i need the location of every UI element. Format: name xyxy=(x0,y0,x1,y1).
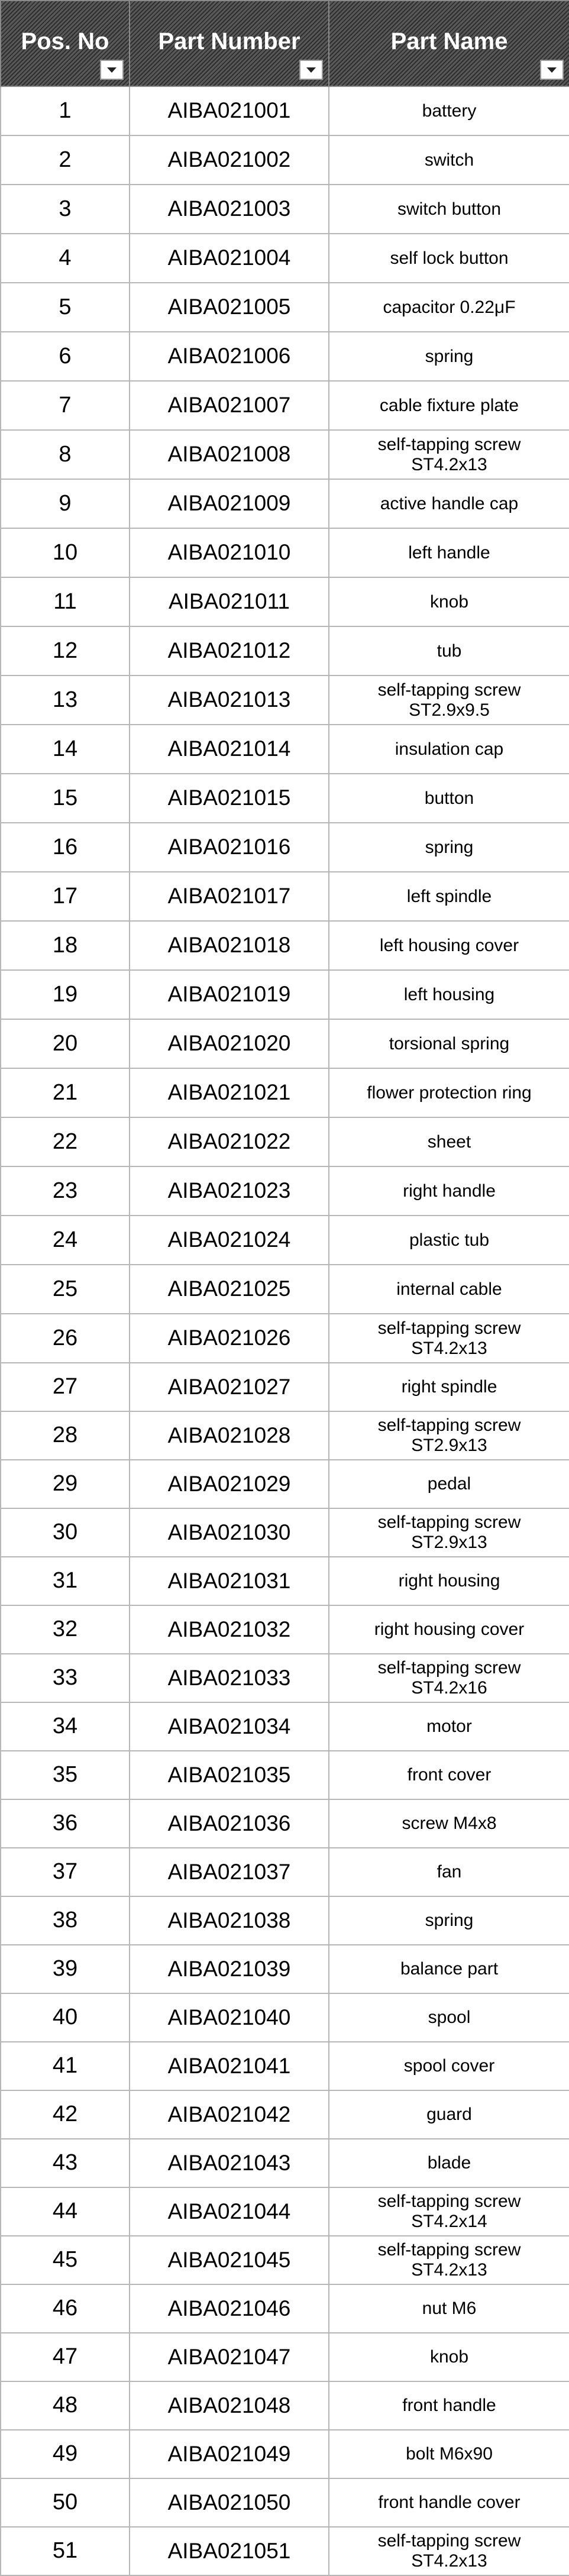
pos-no-cell: 39 xyxy=(1,1945,130,1993)
part-name-cell: self-tapping screw ST4.2x13 xyxy=(329,2527,569,2575)
pos-no-cell: 14 xyxy=(1,725,130,774)
part-name-cell: cable fixture plate xyxy=(329,381,569,430)
part-name-cell: self-tapping screw ST4.2x13 xyxy=(329,430,569,479)
part-number-cell: AIBA021033 xyxy=(130,1654,329,1702)
part-name-cell: spring xyxy=(329,332,569,381)
pos-no-cell: 20 xyxy=(1,1019,130,1068)
part-number-cell: AIBA021050 xyxy=(130,2478,329,2527)
part-number-cell: AIBA021035 xyxy=(130,1751,329,1799)
part-number-cell: AIBA021040 xyxy=(130,1993,329,2042)
table-row xyxy=(1,1363,569,1411)
part-number-cell: AIBA021029 xyxy=(130,1460,329,1508)
pos-no-cell: 49 xyxy=(1,2430,130,2478)
pos-no-cell: 3 xyxy=(1,185,130,234)
table-row xyxy=(1,332,569,381)
pos-no-cell: 43 xyxy=(1,2139,130,2187)
table-row xyxy=(1,430,569,479)
part-name-cell: balance part xyxy=(329,1945,569,1993)
part-number-cell: AIBA021049 xyxy=(130,2430,329,2478)
table-row xyxy=(1,1314,569,1363)
pos-no-cell: 36 xyxy=(1,1799,130,1848)
pos-no-cell: 26 xyxy=(1,1314,130,1363)
part-name-cell: pedal xyxy=(329,1460,569,1508)
pos-no-cell: 10 xyxy=(1,528,130,577)
pos-no-cell: 21 xyxy=(1,1068,130,1117)
pos-no-cell: 27 xyxy=(1,1363,130,1411)
part-name-cell: right housing xyxy=(329,1557,569,1605)
table-row xyxy=(1,381,569,430)
column-header-label: Pos. No xyxy=(21,28,109,54)
pos-no-cell: 35 xyxy=(1,1751,130,1799)
pos-no-cell: 28 xyxy=(1,1411,130,1460)
table-row xyxy=(1,1216,569,1265)
table-row xyxy=(1,577,569,626)
part-name-cell: fan xyxy=(329,1848,569,1896)
filter-dropdown-button[interactable] xyxy=(100,60,124,80)
table-row xyxy=(1,1068,569,1117)
part-name-cell: right handle xyxy=(329,1166,569,1216)
pos-no-cell: 15 xyxy=(1,774,130,823)
table-row xyxy=(1,2333,569,2381)
table-row xyxy=(1,2284,569,2333)
table-row xyxy=(1,234,569,283)
part-name-cell: front handle xyxy=(329,2381,569,2430)
part-number-cell: AIBA021022 xyxy=(130,1117,329,1166)
part-number-cell: AIBA021051 xyxy=(130,2527,329,2575)
pos-no-cell: 48 xyxy=(1,2381,130,2430)
part-name-cell: knob xyxy=(329,2333,569,2381)
table-row xyxy=(1,774,569,823)
part-name-cell: button xyxy=(329,774,569,823)
pos-no-cell: 38 xyxy=(1,1896,130,1945)
pos-no-cell: 32 xyxy=(1,1605,130,1654)
pos-no-cell: 24 xyxy=(1,1216,130,1265)
table-row xyxy=(1,921,569,970)
part-number-cell: AIBA021048 xyxy=(130,2381,329,2430)
part-number-cell: AIBA021015 xyxy=(130,774,329,823)
part-number-cell: AIBA021036 xyxy=(130,1799,329,1848)
part-name-cell: spring xyxy=(329,1896,569,1945)
table-row xyxy=(1,1654,569,1702)
part-number-cell: AIBA021023 xyxy=(130,1166,329,1216)
pos-no-cell: 7 xyxy=(1,381,130,430)
part-number-cell: AIBA021018 xyxy=(130,921,329,970)
part-number-cell: AIBA021009 xyxy=(130,479,329,528)
pos-no-cell: 9 xyxy=(1,479,130,528)
column-header-part-number xyxy=(130,1,329,86)
table-row xyxy=(1,970,569,1019)
part-name-cell: front cover xyxy=(329,1751,569,1799)
part-name-cell: self-tapping screw ST4.2x13 xyxy=(329,2236,569,2284)
pos-no-cell: 46 xyxy=(1,2284,130,2333)
table-row xyxy=(1,2042,569,2090)
table-row xyxy=(1,135,569,185)
part-number-cell: AIBA021026 xyxy=(130,1314,329,1363)
part-name-cell: internal cable xyxy=(329,1265,569,1314)
part-name-cell: left housing xyxy=(329,970,569,1019)
filter-dropdown-arrow-icon xyxy=(101,61,122,79)
pos-no-cell: 51 xyxy=(1,2527,130,2575)
filter-dropdown-button[interactable] xyxy=(299,60,323,80)
pos-no-cell: 12 xyxy=(1,626,130,675)
part-name-cell: bolt M6x90 xyxy=(329,2430,569,2478)
table-body xyxy=(1,86,569,2575)
pos-no-cell: 50 xyxy=(1,2478,130,2527)
table-row xyxy=(1,2090,569,2139)
part-number-cell: AIBA021044 xyxy=(130,2187,329,2236)
table-row xyxy=(1,1702,569,1751)
part-name-cell: plastic tub xyxy=(329,1216,569,1265)
pos-no-cell: 45 xyxy=(1,2236,130,2284)
part-number-cell: AIBA021042 xyxy=(130,2090,329,2139)
part-name-cell: self-tapping screw ST2.9x9.5 xyxy=(329,675,569,725)
table-row xyxy=(1,1605,569,1654)
part-name-cell: self-tapping screw ST4.2x14 xyxy=(329,2187,569,2236)
part-name-cell: self-tapping screw ST2.9x13 xyxy=(329,1508,569,1557)
table-row xyxy=(1,1993,569,2042)
part-name-cell: self-tapping screw ST4.2x16 xyxy=(329,1654,569,1702)
part-number-cell: AIBA021028 xyxy=(130,1411,329,1460)
part-name-cell: spool xyxy=(329,1993,569,2042)
table-row xyxy=(1,1557,569,1605)
part-number-cell: AIBA021010 xyxy=(130,528,329,577)
part-name-cell: front handle cover xyxy=(329,2478,569,2527)
part-name-cell: tub xyxy=(329,626,569,675)
table-row xyxy=(1,1019,569,1068)
pos-no-cell: 6 xyxy=(1,332,130,381)
pos-no-cell: 18 xyxy=(1,921,130,970)
part-number-cell: AIBA021046 xyxy=(130,2284,329,2333)
filter-dropdown-arrow-icon xyxy=(300,61,322,79)
part-number-cell: AIBA021020 xyxy=(130,1019,329,1068)
part-name-cell: capacitor 0.22μF xyxy=(329,283,569,332)
part-number-cell: AIBA021012 xyxy=(130,626,329,675)
part-name-cell: self-tapping screw ST4.2x13 xyxy=(329,1314,569,1363)
pos-no-cell: 44 xyxy=(1,2187,130,2236)
table-row xyxy=(1,2527,569,2575)
pos-no-cell: 42 xyxy=(1,2090,130,2139)
table-row xyxy=(1,1896,569,1945)
part-name-cell: guard xyxy=(329,2090,569,2139)
part-number-cell: AIBA021007 xyxy=(130,381,329,430)
part-number-cell: AIBA021025 xyxy=(130,1265,329,1314)
pos-no-cell: 47 xyxy=(1,2333,130,2381)
part-name-cell: left handle xyxy=(329,528,569,577)
part-number-cell: AIBA021005 xyxy=(130,283,329,332)
part-number-cell: AIBA021030 xyxy=(130,1508,329,1557)
part-number-cell: AIBA021031 xyxy=(130,1557,329,1605)
part-number-cell: AIBA021014 xyxy=(130,725,329,774)
part-name-cell: right housing cover xyxy=(329,1605,569,1654)
pos-no-cell: 23 xyxy=(1,1166,130,1216)
part-number-cell: AIBA021021 xyxy=(130,1068,329,1117)
part-number-cell: AIBA021001 xyxy=(130,86,329,135)
pos-no-cell: 30 xyxy=(1,1508,130,1557)
pos-no-cell: 40 xyxy=(1,1993,130,2042)
part-number-cell: AIBA021037 xyxy=(130,1848,329,1896)
pos-no-cell: 22 xyxy=(1,1117,130,1166)
part-number-cell: AIBA021011 xyxy=(130,577,329,626)
part-name-cell: active handle cap xyxy=(329,479,569,528)
pos-no-cell: 8 xyxy=(1,430,130,479)
part-number-cell: AIBA021013 xyxy=(130,675,329,725)
table-row xyxy=(1,528,569,577)
table-row xyxy=(1,1117,569,1166)
pos-no-cell: 41 xyxy=(1,2042,130,2090)
pos-no-cell: 34 xyxy=(1,1702,130,1751)
table-row xyxy=(1,2236,569,2284)
part-name-cell: flower protection ring xyxy=(329,1068,569,1117)
part-name-cell: self-tapping screw ST2.9x13 xyxy=(329,1411,569,1460)
table-row xyxy=(1,479,569,528)
part-number-cell: AIBA021006 xyxy=(130,332,329,381)
part-number-cell: AIBA021032 xyxy=(130,1605,329,1654)
part-name-cell: spring xyxy=(329,823,569,872)
part-name-cell: spool cover xyxy=(329,2042,569,2090)
table-row xyxy=(1,675,569,725)
table-row xyxy=(1,185,569,234)
part-number-cell: AIBA021017 xyxy=(130,872,329,921)
table-row xyxy=(1,2478,569,2527)
part-number-cell: AIBA021016 xyxy=(130,823,329,872)
table-row xyxy=(1,725,569,774)
part-name-cell: blade xyxy=(329,2139,569,2187)
pos-no-cell: 29 xyxy=(1,1460,130,1508)
part-name-cell: left housing cover xyxy=(329,921,569,970)
table-row xyxy=(1,2139,569,2187)
part-number-cell: AIBA021027 xyxy=(130,1363,329,1411)
table-row xyxy=(1,872,569,921)
table-row xyxy=(1,1751,569,1799)
part-name-cell: left spindle xyxy=(329,872,569,921)
pos-no-cell: 16 xyxy=(1,823,130,872)
table-header xyxy=(1,1,569,86)
part-name-cell: torsional spring xyxy=(329,1019,569,1068)
part-name-cell: right spindle xyxy=(329,1363,569,1411)
part-number-cell: AIBA021008 xyxy=(130,430,329,479)
table-row xyxy=(1,2187,569,2236)
table-row xyxy=(1,1848,569,1896)
part-name-cell: self lock button xyxy=(329,234,569,283)
part-number-cell: AIBA021045 xyxy=(130,2236,329,2284)
pos-no-cell: 25 xyxy=(1,1265,130,1314)
table-row xyxy=(1,283,569,332)
table-row xyxy=(1,1508,569,1557)
header-row xyxy=(1,1,569,86)
table-row xyxy=(1,1799,569,1848)
filter-dropdown-arrow-icon xyxy=(541,61,562,79)
table-row xyxy=(1,1166,569,1216)
part-number-cell: AIBA021039 xyxy=(130,1945,329,1993)
pos-no-cell: 4 xyxy=(1,234,130,283)
part-name-cell: knob xyxy=(329,577,569,626)
part-number-cell: AIBA021024 xyxy=(130,1216,329,1265)
pos-no-cell: 13 xyxy=(1,675,130,725)
part-number-cell: AIBA021019 xyxy=(130,970,329,1019)
part-name-cell: switch xyxy=(329,135,569,185)
pos-no-cell: 19 xyxy=(1,970,130,1019)
filter-dropdown-button[interactable] xyxy=(540,60,564,80)
column-header-label: Part Number xyxy=(158,28,300,54)
part-number-cell: AIBA021038 xyxy=(130,1896,329,1945)
table-row xyxy=(1,1265,569,1314)
pos-no-cell: 5 xyxy=(1,283,130,332)
table-row xyxy=(1,626,569,675)
table-row xyxy=(1,823,569,872)
column-header-part-name xyxy=(329,1,569,86)
part-number-cell: AIBA021003 xyxy=(130,185,329,234)
pos-no-cell: 11 xyxy=(1,577,130,626)
part-number-cell: AIBA021002 xyxy=(130,135,329,185)
pos-no-cell: 31 xyxy=(1,1557,130,1605)
table-row xyxy=(1,86,569,135)
pos-no-cell: 1 xyxy=(1,86,130,135)
part-name-cell: insulation cap xyxy=(329,725,569,774)
part-number-cell: AIBA021004 xyxy=(130,234,329,283)
part-number-cell: AIBA021047 xyxy=(130,2333,329,2381)
table-row xyxy=(1,1411,569,1460)
table-row xyxy=(1,2430,569,2478)
pos-no-cell: 17 xyxy=(1,872,130,921)
part-name-cell: screw M4x8 xyxy=(329,1799,569,1848)
table-row xyxy=(1,1460,569,1508)
part-name-cell: motor xyxy=(329,1702,569,1751)
part-name-cell: nut M6 xyxy=(329,2284,569,2333)
pos-no-cell: 2 xyxy=(1,135,130,185)
column-header-pos-no xyxy=(1,1,130,86)
part-name-cell: switch button xyxy=(329,185,569,234)
part-number-cell: AIBA021041 xyxy=(130,2042,329,2090)
table-row xyxy=(1,1945,569,1993)
part-name-cell: sheet xyxy=(329,1117,569,1166)
table-row xyxy=(1,2381,569,2430)
part-number-cell: AIBA021043 xyxy=(130,2139,329,2187)
part-number-cell: AIBA021034 xyxy=(130,1702,329,1751)
column-header-label: Part Name xyxy=(390,28,508,54)
pos-no-cell: 33 xyxy=(1,1654,130,1702)
part-name-cell: battery xyxy=(329,86,569,135)
pos-no-cell: 37 xyxy=(1,1848,130,1896)
